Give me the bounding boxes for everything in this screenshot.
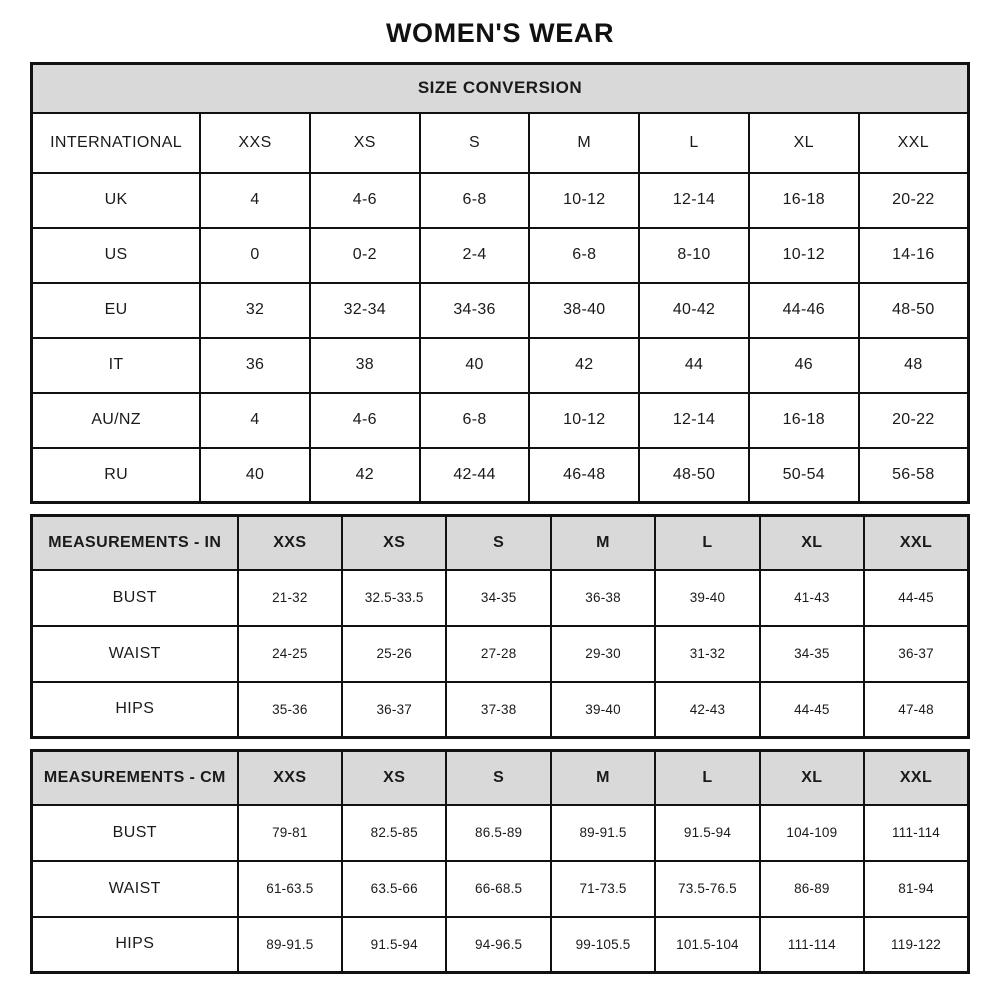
table-row-hips-in — [32, 682, 969, 738]
size-cell: 46-48 — [529, 448, 639, 503]
measure-cell: 42-43 — [655, 682, 759, 738]
measure-cell: 31-32 — [655, 626, 759, 682]
size-col-header-l: L — [639, 113, 749, 173]
size-col-header-xl: XL — [749, 113, 859, 173]
row-label: UK — [32, 173, 201, 228]
measure-cell: 24-25 — [238, 626, 342, 682]
size-cell: 32 — [200, 283, 310, 338]
size-conversion-table — [30, 62, 970, 504]
measure-cell: 94-96.5 — [446, 917, 550, 973]
table-row-waist-in — [32, 626, 969, 682]
size-col-header-xl: XL — [760, 516, 864, 570]
size-cell: 44-46 — [749, 283, 859, 338]
size-cell: 4 — [200, 173, 310, 228]
measure-cell: 44-45 — [760, 682, 864, 738]
row-label: US — [32, 228, 201, 283]
measurements-in-title: MEASUREMENTS - IN — [32, 516, 238, 570]
measure-cell: 37-38 — [446, 682, 550, 738]
size-col-header-m: M — [551, 516, 655, 570]
size-col-header-xxl: XXL — [864, 751, 968, 805]
row-label: BUST — [32, 570, 238, 626]
size-cell: 46 — [749, 338, 859, 393]
measure-cell: 104-109 — [760, 805, 864, 861]
page-title: WOMEN'S WEAR — [385, 18, 615, 48]
measure-cell: 39-40 — [551, 682, 655, 738]
measure-cell: 119-122 — [864, 917, 968, 973]
size-conversion-title: SIZE CONVERSION — [32, 64, 969, 113]
size-col-header-s: S — [446, 516, 550, 570]
measure-cell: 25-26 — [342, 626, 446, 682]
measure-cell: 35-36 — [238, 682, 342, 738]
measure-cell: 86.5-89 — [446, 805, 550, 861]
size-col-header-m: M — [529, 113, 639, 173]
header-label: INTERNATIONAL — [32, 113, 201, 173]
table-row-aunz — [32, 393, 969, 448]
size-cell: 32-34 — [310, 283, 420, 338]
row-label: WAIST — [32, 626, 238, 682]
measure-cell: 41-43 — [760, 570, 864, 626]
size-cell: 48-50 — [639, 448, 749, 503]
measurements-cm-header-row — [32, 751, 969, 805]
measure-cell: 82.5-85 — [342, 805, 446, 861]
measure-cell: 36-37 — [342, 682, 446, 738]
size-col-header-xxs: XXS — [238, 751, 342, 805]
row-label: HIPS — [32, 682, 238, 738]
measure-cell: 71-73.5 — [551, 861, 655, 917]
size-col-header-xs: XS — [310, 113, 420, 173]
size-cell: 10-12 — [749, 228, 859, 283]
size-col-header-xl: XL — [760, 751, 864, 805]
row-label: RU — [32, 448, 201, 503]
measure-cell: 101.5-104 — [655, 917, 759, 973]
size-cell: 48 — [859, 338, 969, 393]
size-cell: 0 — [200, 228, 310, 283]
size-cell: 56-58 — [859, 448, 969, 503]
table-row-bust-cm — [32, 805, 969, 861]
table-row-bust-in — [32, 570, 969, 626]
size-cell: 50-54 — [749, 448, 859, 503]
measure-cell: 79-81 — [238, 805, 342, 861]
size-cell: 4 — [200, 393, 310, 448]
size-cell: 20-22 — [859, 393, 969, 448]
row-label: HIPS — [32, 917, 238, 973]
measurements-cm-table — [30, 749, 970, 974]
measurements-in-table — [30, 514, 970, 739]
measurements-cm-title: MEASUREMENTS - CM — [32, 751, 238, 805]
size-col-header-s: S — [420, 113, 530, 173]
size-cell: 10-12 — [529, 393, 639, 448]
measurements-in-header-row — [32, 516, 969, 570]
size-cell: 8-10 — [639, 228, 749, 283]
measure-cell: 66-68.5 — [446, 861, 550, 917]
size-cell: 40 — [420, 338, 530, 393]
size-col-header-xxs: XXS — [200, 113, 310, 173]
size-cell: 4-6 — [310, 393, 420, 448]
size-cell: 16-18 — [749, 393, 859, 448]
size-conversion-header-row — [32, 113, 969, 173]
measure-cell: 44-45 — [864, 570, 968, 626]
measure-cell: 27-28 — [446, 626, 550, 682]
size-cell: 12-14 — [639, 393, 749, 448]
row-label: EU — [32, 283, 201, 338]
measure-cell: 111-114 — [864, 805, 968, 861]
row-label: IT — [32, 338, 201, 393]
measure-cell: 91.5-94 — [342, 917, 446, 973]
measure-cell: 89-91.5 — [551, 805, 655, 861]
size-col-header-xs: XS — [342, 751, 446, 805]
size-cell: 42-44 — [420, 448, 530, 503]
size-cell: 40 — [200, 448, 310, 503]
table-row-it — [32, 338, 969, 393]
size-col-header-m: M — [551, 751, 655, 805]
measure-cell: 47-48 — [864, 682, 968, 738]
size-cell: 20-22 — [859, 173, 969, 228]
measure-cell: 73.5-76.5 — [655, 861, 759, 917]
measure-cell: 21-32 — [238, 570, 342, 626]
size-col-header-xxl: XXL — [864, 516, 968, 570]
size-cell: 34-36 — [420, 283, 530, 338]
row-label: AU/NZ — [32, 393, 201, 448]
measure-cell: 61-63.5 — [238, 861, 342, 917]
measure-cell: 36-38 — [551, 570, 655, 626]
size-cell: 38 — [310, 338, 420, 393]
size-cell: 48-50 — [859, 283, 969, 338]
measure-cell: 32.5-33.5 — [342, 570, 446, 626]
size-cell: 44 — [639, 338, 749, 393]
measure-cell: 91.5-94 — [655, 805, 759, 861]
size-cell: 40-42 — [639, 283, 749, 338]
measure-cell: 99-105.5 — [551, 917, 655, 973]
size-cell: 42 — [310, 448, 420, 503]
size-cell: 2-4 — [420, 228, 530, 283]
size-cell: 16-18 — [749, 173, 859, 228]
measure-cell: 39-40 — [655, 570, 759, 626]
size-col-header-xxs: XXS — [238, 516, 342, 570]
size-cell: 6-8 — [420, 393, 530, 448]
size-col-header-s: S — [446, 751, 550, 805]
measure-cell: 34-35 — [760, 626, 864, 682]
measure-cell: 34-35 — [446, 570, 550, 626]
table-row-waist-cm — [32, 861, 969, 917]
measure-cell: 29-30 — [551, 626, 655, 682]
size-cell: 0-2 — [310, 228, 420, 283]
measure-cell: 81-94 — [864, 861, 968, 917]
measure-cell: 89-91.5 — [238, 917, 342, 973]
measure-cell: 111-114 — [760, 917, 864, 973]
size-col-header-xxl: XXL — [859, 113, 969, 173]
size-cell: 4-6 — [310, 173, 420, 228]
size-cell: 10-12 — [529, 173, 639, 228]
size-cell: 6-8 — [420, 173, 530, 228]
table-row-us — [32, 228, 969, 283]
measure-cell: 86-89 — [760, 861, 864, 917]
size-conversion-banner-row — [32, 64, 969, 113]
size-cell: 14-16 — [859, 228, 969, 283]
size-col-header-l: L — [655, 516, 759, 570]
size-cell: 38-40 — [529, 283, 639, 338]
measure-cell: 36-37 — [864, 626, 968, 682]
size-cell: 12-14 — [639, 173, 749, 228]
size-cell: 6-8 — [529, 228, 639, 283]
size-col-header-l: L — [655, 751, 759, 805]
size-cell: 42 — [529, 338, 639, 393]
row-label: WAIST — [32, 861, 238, 917]
row-label: BUST — [32, 805, 238, 861]
size-cell: 36 — [200, 338, 310, 393]
table-row-eu — [32, 283, 969, 338]
table-row-ru — [32, 448, 969, 503]
size-col-header-xs: XS — [342, 516, 446, 570]
table-row-hips-cm — [32, 917, 969, 973]
measure-cell: 63.5-66 — [342, 861, 446, 917]
table-row-uk — [32, 173, 969, 228]
